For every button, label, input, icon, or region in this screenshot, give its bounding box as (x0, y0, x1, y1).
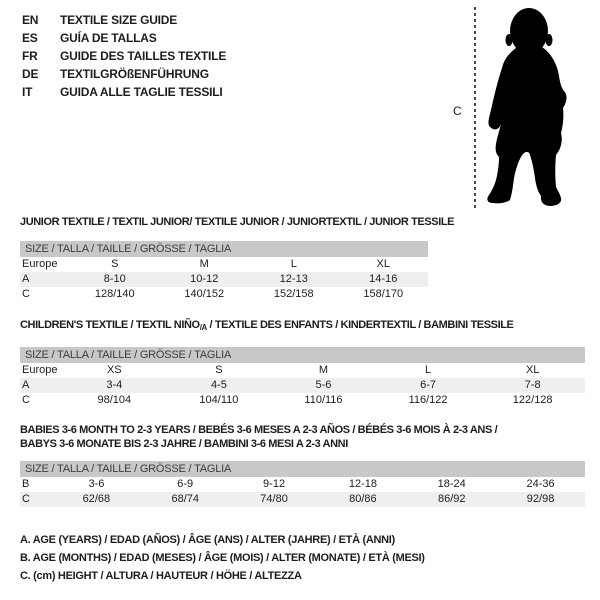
height-cell: 98/104 (97, 394, 132, 406)
age-cell: 6-9 (177, 478, 194, 490)
babies-title-line2: BABYS 3-6 MONATE BIS 2-3 JAHRE / BAMBINI 3-6 MESI A 2-3 ANNI (20, 438, 348, 450)
age-cell: 3-6 (88, 478, 105, 490)
table-row (20, 378, 585, 393)
height-measure-label: C (453, 104, 462, 118)
table-row (20, 287, 428, 302)
children-title-sub: /A (199, 323, 207, 332)
guide-title: GUÍA DE TALLAS (60, 31, 157, 45)
junior-table-title: JUNIOR TEXTILE / TEXTIL JUNIOR/ TEXTILE JUNIOR / JUNIORTEXTIL / JUNIOR TESSILE (20, 216, 455, 228)
table-row (20, 393, 585, 408)
language-row (22, 29, 226, 47)
guide-title: GUIDA ALLE TAGLIE TESSILI (60, 85, 223, 99)
language-row (22, 11, 226, 29)
height-cell: 158/170 (363, 288, 404, 300)
language-row (22, 47, 226, 65)
row-label: B (22, 478, 30, 490)
age-cell: 4-5 (210, 379, 227, 391)
row-label: C (22, 288, 30, 300)
age-cell: 12-18 (348, 478, 377, 490)
age-cell: 10-12 (190, 273, 219, 285)
height-cell: 68/74 (171, 493, 199, 505)
age-cell: 3-4 (106, 379, 123, 391)
height-cell: 140/152 (184, 288, 225, 300)
language-code: FR (22, 49, 38, 63)
language-code: ES (22, 31, 38, 45)
language-code: DE (22, 67, 39, 81)
children-size-table (20, 347, 585, 408)
size-header-bar: SIZE / TALLA / TAILLE / GRÖSSE / TAGLIA (20, 241, 428, 257)
age-cell: 7-8 (524, 379, 541, 391)
size-cell: L (290, 258, 297, 270)
age-cell: 18-24 (437, 478, 466, 490)
row-label: C (22, 493, 30, 505)
size-header-bar: SIZE / TALLA / TAILLE / GRÖSSE / TAGLIA (20, 347, 585, 363)
height-cell: 104/110 (199, 394, 239, 406)
table-row (20, 272, 428, 287)
legend-line-b: B. AGE (MONTHS) / EDAD (MESES) / ÂGE (MOIS) / ALTER (MONATE) / ETÀ (MESI) (20, 552, 425, 564)
junior-size-table (20, 241, 428, 302)
height-cell: 128/140 (94, 288, 135, 300)
babies-size-table (20, 461, 585, 507)
babies-title-line1: BABIES 3-6 MONTH TO 2-3 YEARS / BEBÉS 3-6 MESES A 2-3 AÑOS / BÉBÉS 3-6 MOIS À 2-3 ANS / (20, 424, 498, 436)
height-cell: 74/80 (260, 493, 288, 505)
language-row (22, 65, 226, 83)
guide-title: GUIDE DES TAILLES TEXTILE (60, 49, 227, 63)
size-cell: XL (376, 258, 390, 270)
table-row (20, 257, 428, 272)
size-cell: S (111, 258, 119, 270)
height-measure-dotted-line (474, 7, 476, 209)
table-row (20, 492, 585, 507)
row-label: Europe (22, 258, 58, 270)
height-cell: 122/128 (512, 394, 553, 406)
height-cell: 110/116 (304, 394, 343, 406)
height-cell: 152/158 (273, 288, 314, 300)
height-cell: 116/122 (408, 394, 448, 406)
height-cell: 62/68 (82, 493, 111, 505)
size-header-bar: SIZE / TALLA / TAILLE / GRÖSSE / TAGLIA (20, 461, 585, 477)
legend-line-a: A. AGE (YEARS) / EDAD (AÑOS) / ÂGE (ANS) / ALTER (JAHRE) / ETÀ (ANNI) (20, 534, 395, 546)
age-cell: 8-10 (103, 273, 126, 285)
table-row (20, 477, 585, 492)
row-label: Europe (22, 364, 58, 376)
size-cell: XS (106, 364, 122, 376)
size-cell: M (318, 364, 329, 376)
legend-line-c: C. (cm) HEIGHT / ALTURA / HAUTEUR / HÖHE / ALTEZZA (20, 570, 302, 582)
age-cell: 12-13 (279, 273, 308, 285)
age-cell: 14-16 (369, 273, 398, 285)
language-code: IT (22, 85, 33, 99)
guide-title: TEXTILGRÖßENFÜHRUNG (60, 67, 209, 81)
babies-table-title (20, 423, 497, 451)
children-table-title (20, 319, 514, 332)
height-cell: 86/92 (437, 493, 466, 505)
size-cell: S (215, 364, 223, 376)
height-cell: 92/98 (526, 493, 555, 505)
age-cell: 9-12 (263, 478, 286, 490)
age-cell: 24-36 (526, 478, 555, 490)
guide-title: TEXTILE SIZE GUIDE (60, 13, 178, 27)
table-row (20, 363, 585, 378)
children-title-post: / TEXTILE DES ENFANTS / KINDERTEXTIL / BAMBINI TESSILE (206, 319, 514, 331)
size-cell: XL (525, 364, 540, 376)
row-label: A (22, 379, 30, 391)
language-row (22, 83, 226, 101)
language-code: EN (22, 13, 39, 27)
measure-legend (20, 531, 425, 585)
baby-silhouette-image (486, 4, 570, 210)
size-cell: M (199, 258, 209, 270)
height-cell: 80/86 (349, 493, 377, 505)
age-cell: 6-7 (420, 379, 437, 391)
age-cell: 5-6 (315, 379, 332, 391)
row-label: C (22, 394, 30, 406)
size-cell: L (425, 364, 432, 376)
language-list (22, 11, 226, 101)
children-title-pre: CHILDREN'S TEXTILE / TEXTIL NIÑO (20, 319, 200, 331)
row-label: A (22, 273, 30, 285)
